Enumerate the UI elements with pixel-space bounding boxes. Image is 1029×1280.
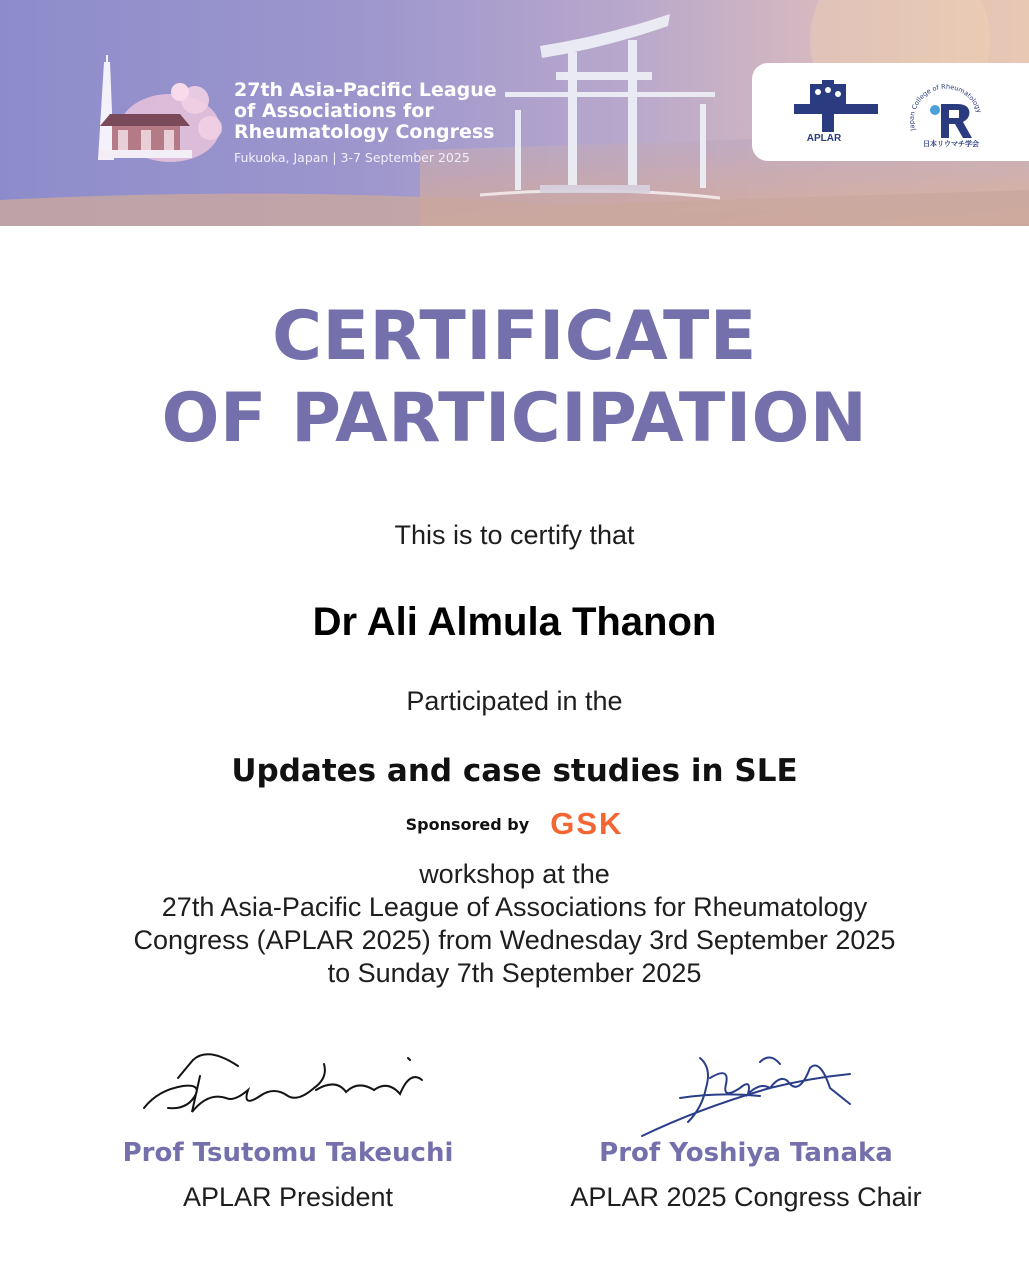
workshop-title: Updates and case studies in SLE xyxy=(231,753,798,789)
signatory-name-2: Prof Yoshiya Tanaka xyxy=(599,1138,893,1168)
workshop-details xyxy=(0,858,1029,990)
signatory-role-2: APLAR 2025 Congress Chair xyxy=(570,1182,922,1212)
details-line: workshop at the xyxy=(419,859,610,889)
aplar-logo-text: APLAR xyxy=(806,133,842,144)
congress-title-line: 27th Asia-Pacific League xyxy=(234,79,497,101)
signature-tanaka xyxy=(640,1048,860,1140)
sponsor-row xyxy=(0,806,1029,842)
sponsored-by-label: Sponsored by xyxy=(405,814,530,834)
signature-takeuchi xyxy=(138,1050,438,1120)
signatory-name-1: Prof Tsutomu Takeuchi xyxy=(122,1138,454,1168)
signatory-role-1: APLAR President xyxy=(182,1182,394,1212)
certificate-title-line-2: OF PARTICIPATION xyxy=(161,379,868,458)
header-banner xyxy=(0,0,1029,226)
congress-location-date: Fukuoka, Japan | 3-7 September 2025 xyxy=(234,150,470,165)
congress-title-line: Rheumatology Congress xyxy=(234,121,495,143)
gsk-logo: GSK xyxy=(550,806,624,841)
fukuoka-tower-illustration xyxy=(98,55,114,160)
participated-text: Participated in the xyxy=(406,686,623,716)
jcr-arc-text: Japan College of Rheumatology xyxy=(907,82,984,132)
details-line: Congress (APLAR 2025) from Wednesday 3rd September 2025 xyxy=(133,925,896,955)
recipient-name: Dr Ali Almula Thanon xyxy=(312,600,717,644)
congress-title xyxy=(234,80,534,143)
certificate-title xyxy=(0,296,1029,460)
details-line: 27th Asia-Pacific League of Associations for Rheumatology xyxy=(161,892,868,922)
congress-title-line: of Associations for xyxy=(234,100,434,122)
certify-text: This is to certify that xyxy=(394,520,635,550)
shrine-illustration xyxy=(100,114,192,158)
certificate-title-line-1: CERTIFICATE xyxy=(272,297,757,376)
jcr-logo-japanese-text: 日本リウマチ学会 xyxy=(923,140,979,148)
details-line: to Sunday 7th September 2025 xyxy=(327,958,702,988)
